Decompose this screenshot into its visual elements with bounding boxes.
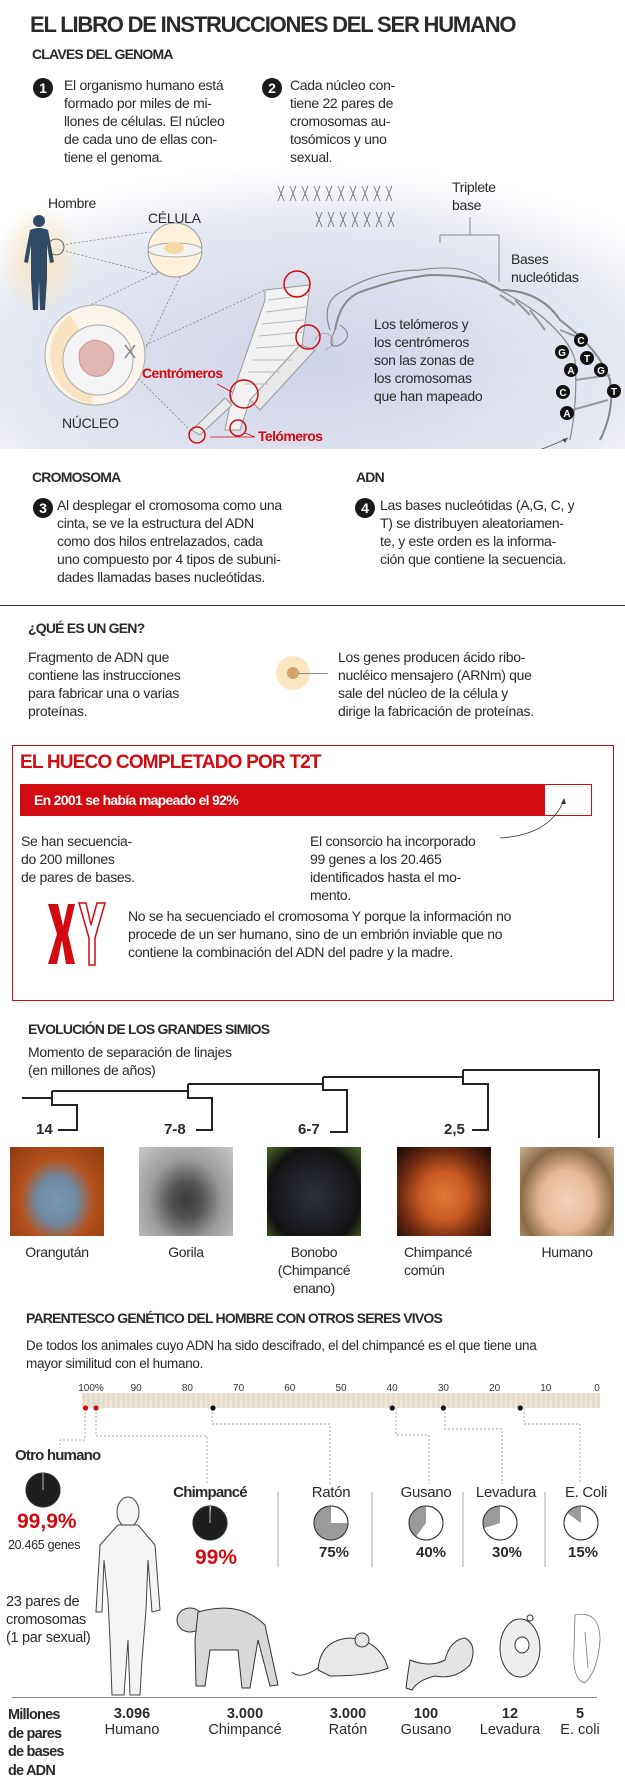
label-bases-nucleotidas: Bases nucleótidas: [511, 251, 579, 285]
base-pairs-value: 5: [575, 1706, 585, 1722]
scale-tick-label: 90: [130, 1383, 142, 1394]
svg-text:G: G: [558, 348, 566, 359]
gen-arnm-text: Los genes producen ácido ribo- nucléico mensajero (ARNm) que sale del núcleo de la célula y dirige la fabricación de proteínas.: [338, 649, 534, 719]
label-triplete-base: Triplete base: [452, 179, 496, 213]
svg-text:C: C: [577, 336, 585, 347]
base-pairs-name: Humano: [104, 1722, 160, 1738]
percent-chimpance: 99%: [194, 1546, 238, 1569]
scale-tick-label: 20: [489, 1383, 501, 1394]
base-pairs-value: 12: [501, 1706, 519, 1722]
percent-otro-humano: 99,9%: [17, 1510, 77, 1533]
split-14: 14: [36, 1121, 53, 1138]
scale-tick-label: 30: [437, 1383, 449, 1394]
scale-dot: [210, 1405, 215, 1410]
photo-gorilla: [139, 1147, 233, 1236]
svg-text:C: C: [559, 388, 567, 399]
page-title: EL LIBRO DE INSTRUCCIONES DEL SER HUMANO: [30, 12, 516, 37]
step-text-1: El organismo humano está formado por miles de mi- llones de células. El núcleo de cada uno de ellas con- tiene el genoma.: [64, 77, 225, 165]
species-orangutan: Orangután: [25, 1244, 89, 1260]
scale-tick-label: 60: [284, 1383, 296, 1394]
percent-raton: 75%: [318, 1544, 350, 1561]
label-centromeros: Centrómeros: [142, 365, 223, 381]
mouse-drawing-icon: [292, 1633, 388, 1676]
base-pairs-chimpance: [200, 1706, 290, 1738]
scale-dot: [390, 1405, 395, 1410]
svg-text:T: T: [583, 354, 591, 365]
base-pairs-name: Chimpancé: [208, 1722, 282, 1738]
nucleotide-A: [560, 406, 574, 420]
section-heading-claves: CLAVES DEL GENOMA: [32, 46, 173, 62]
photo-chimpanzee: [397, 1147, 491, 1236]
parentesco-description: De todos los animales cuyo ADN ha sido descifrado, el del chimpancé es el que tiene una mayor similitud con el humano.: [26, 1338, 537, 1371]
svg-text:A: A: [567, 366, 575, 377]
base-pairs-name: E. coli: [560, 1722, 600, 1738]
gene-pointer-line: [298, 673, 328, 674]
yeast-drawing-icon: [500, 1615, 540, 1677]
svg-text:T: T: [610, 387, 618, 398]
t2t-bar-label: En 2001 se había mapeado el 92%: [34, 792, 238, 808]
split-7-8: 7-8: [164, 1121, 186, 1138]
label-nucleo: NÚCLEO: [62, 415, 119, 431]
photo-bonobo: [267, 1147, 361, 1236]
percent-gusano: 40%: [415, 1544, 447, 1561]
label-hombre: Hombre: [48, 195, 96, 211]
nucleotide-T: [607, 384, 621, 398]
scale-dot: [83, 1405, 88, 1410]
organism-name-e-coli: E. Coli: [564, 1484, 608, 1501]
worm-drawing-icon: [406, 1638, 473, 1690]
xy-chromosomes-icon: [44, 900, 114, 968]
chromosomes-note: 23 pares de cromosomas (1 par sexual): [6, 1594, 91, 1646]
base-pairs-value: 3.000: [226, 1706, 264, 1722]
svg-text:A: A: [563, 409, 571, 420]
nucleotide-G: [555, 345, 569, 359]
organism-name-gusano: Gusano: [400, 1484, 452, 1501]
scale-tick-label: 0: [594, 1383, 600, 1394]
nucleotide-T: [580, 351, 594, 365]
t2t-arrow: [490, 795, 570, 845]
base-pairs-levadura: [470, 1706, 550, 1738]
step-text-2: Cada núcleo con- tiene 22 pares de cromosomas au- tosómicos y uno sexual.: [290, 77, 395, 165]
organism-drawings: [0, 1490, 625, 1700]
chimpanzee-drawing-icon: [177, 1608, 278, 1688]
scale-tick-label: 40: [386, 1383, 398, 1394]
scale-tick-label: 70: [233, 1383, 245, 1394]
base-pairs-raton: [308, 1706, 388, 1738]
percent-levadura: 30%: [491, 1544, 523, 1561]
split-6-7: 6-7: [298, 1121, 320, 1138]
illustration-note: Los telómeros y los centrómeros son las zonas de los cromosomas que han mapeado: [374, 316, 483, 404]
organism-name-chimpance: Chimpancé: [173, 1484, 247, 1501]
nucleotide-A: [564, 363, 578, 377]
heading-que-es-un-gen: ¿QUÉ ES UN GEN?: [28, 620, 145, 636]
photo-orangutan: [10, 1147, 104, 1236]
label-celula: CÉLULA: [148, 210, 201, 226]
step-text-3: Al desplegar el cromosoma como una cinta, se ve la estructura del ADN como dos hilos entrelazados, cada uno compuesto por 4 tipos de subuni- dades llamadas bases nucleótidas.: [57, 497, 282, 585]
percent-e-coli: 15%: [567, 1544, 599, 1561]
genes-count: 20.465 genes: [8, 1538, 81, 1552]
evolucion-subtitle: Momento de separación de linajes (en millones de años): [28, 1044, 232, 1078]
gen-definition: Fragmento de ADN que contiene las instrucciones para fabricar una o varias proteínas.: [28, 649, 181, 719]
heading-evolucion: EVOLUCIÓN DE LOS GRANDES SIMIOS: [28, 1021, 270, 1037]
t2t-y-note: No se ha secuenciado el cromosoma Y porque la información no procede de un ser humano, sino de un embrión inviable que no contiene la combinación del ADN del padre y la madre.: [128, 908, 512, 960]
nucleotide-G: [594, 363, 608, 377]
t2t-right-text: El consorcio ha incorporado 99 genes a los 20.465 identificados hasta el mo- mento.: [310, 833, 476, 903]
step-number-1: 1: [33, 78, 53, 98]
split-2-5: 2,5: [444, 1121, 465, 1138]
base-pairs-divider: [12, 1697, 597, 1698]
base-pairs-label: Millones de pares de bases de ADN: [8, 1707, 64, 1779]
base-pairs-value: 100: [413, 1706, 439, 1722]
species-bonobo: Bonobo (Chimpancé enano): [277, 1244, 351, 1296]
genome-illustration: [0, 165, 625, 449]
step-text-4: Las bases nucleótidas (A,G, C, y T) se distribuyen aleatoriamen- te, y este orden es la informa- ción que contiene la secuencia.: [380, 497, 575, 567]
heading-cromosoma: CROMOSOMA: [32, 469, 121, 485]
species-gorila: Gorila: [168, 1244, 204, 1260]
e-coli-drawing-icon: [574, 1614, 600, 1683]
species-chimpance: Chimpancé común: [404, 1244, 473, 1278]
base-pairs-name: Ratón: [328, 1722, 368, 1738]
heading-adn: ADN: [356, 469, 384, 485]
t2t-heading: EL HUECO COMPLETADO POR T2T: [20, 752, 321, 773]
label-telomeros: Telómeros: [258, 428, 323, 444]
photo-human: [520, 1147, 614, 1236]
scale-tick-label: 100%: [78, 1383, 104, 1394]
nucleotide-C: [556, 385, 570, 399]
base-pairs-e-coli: [545, 1706, 615, 1738]
svg-text:G: G: [597, 366, 605, 377]
base-pairs-value: 3.000: [329, 1706, 367, 1722]
scale-dot: [518, 1405, 523, 1410]
section-divider: [0, 605, 625, 606]
t2t-left-text: Se han secuencia- do 200 millones de pares de bases.: [21, 833, 135, 885]
step-number-2: 2: [262, 78, 282, 98]
base-pairs-name: Levadura: [479, 1722, 541, 1738]
organism-name-raton: Ratón: [311, 1484, 351, 1501]
base-pairs-humano: [92, 1706, 172, 1738]
scale-tick-label: 10: [540, 1383, 552, 1394]
human-drawing-icon: [96, 1497, 160, 1695]
base-pairs-gusano: [386, 1706, 466, 1738]
heading-parentesco: PARENTESCO GENÉTICO DEL HOMBRE CON OTROS SERES VIVOS: [26, 1310, 443, 1326]
scale-dot: [441, 1405, 446, 1410]
step-number-4: 4: [355, 498, 375, 518]
base-pairs-value: 3.096: [113, 1706, 151, 1722]
base-pairs-name: Gusano: [400, 1722, 452, 1738]
scale-tick-label: 80: [181, 1383, 193, 1394]
step-number-3: 3: [33, 498, 53, 518]
scale-dot: [93, 1405, 98, 1410]
nucleotide-C: [574, 333, 588, 347]
species-humano: Humano: [541, 1244, 593, 1260]
organism-name-levadura: Levadura: [475, 1484, 537, 1501]
organism-name-otro-humano: Otro humano: [15, 1447, 101, 1464]
scale-tick-label: 50: [335, 1383, 347, 1394]
